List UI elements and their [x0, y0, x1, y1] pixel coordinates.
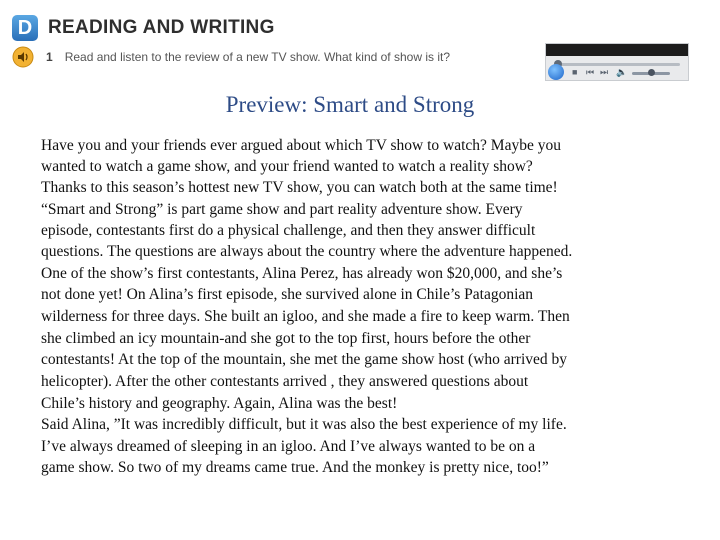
- article-line: I’ve always dreamed of sleeping in an igloo. And I’ve always wanted to be on a: [41, 438, 536, 455]
- article-title: Preview: Smart and Strong: [225, 92, 475, 117]
- article-line: “Smart and Strong” is part game show and part reality adventure show. Every: [41, 201, 523, 218]
- article-line: not done yet! On Alina’s first episode, she survived alone in Chile’s Patagonian: [41, 286, 534, 303]
- article-line: wanted to watch a game show, and your friend wanted to watch a reality show?: [41, 158, 533, 175]
- next-icon[interactable]: ⏭: [600, 67, 609, 77]
- article-line: game show. So two of my dreams came true. And the monkey is pretty nice, too!”: [41, 459, 549, 476]
- seek-bar[interactable]: [560, 63, 680, 66]
- player-title-bar: [546, 44, 688, 56]
- article-line: helicopter). After the other contestants arrived , they answered questions about: [41, 373, 529, 390]
- article-line: wilderness for three days. She built an igloo, and she made a fire to keep warm. Then: [41, 308, 570, 325]
- section-title: READING AND WRITING: [48, 17, 275, 38]
- article-line: Said Alina, ”It was incredibly difficult, but it was also the best experience of my life.: [41, 416, 567, 433]
- section-header: [12, 14, 275, 42]
- article-line: episode, contestants first do a physical challenge, and then they answer difficult: [41, 222, 536, 239]
- article-line: Have you and your friends ever argued about which TV show to watch? Maybe you: [41, 137, 561, 154]
- play-icon[interactable]: [548, 64, 564, 80]
- instruction-text: Read and listen to the review of a new TV show. What kind of show is it?: [64, 50, 450, 64]
- instruction-number: 1: [46, 50, 53, 64]
- volume-handle[interactable]: [648, 69, 655, 76]
- instruction-row: [12, 46, 450, 68]
- article-line: she climbed an icy mountain-and she got to the top first, hours before the other: [41, 330, 531, 347]
- article-line: One of the show’s first contestants, Alina Perez, has already won $20,000, and she’s: [41, 265, 563, 282]
- section-badge: D: [12, 15, 38, 41]
- article-line: Chile’s history and geography. Again, Alina was the best!: [41, 395, 398, 412]
- stop-icon[interactable]: ■: [572, 67, 578, 77]
- article-line: questions. The questions are always about the country where the adventure happened.: [41, 243, 573, 260]
- article-line: contestants! At the top of the mountain, she met the game show host (who arrived by: [41, 351, 568, 368]
- volume-icon[interactable]: 🔈: [616, 67, 628, 77]
- previous-icon[interactable]: ⏮: [586, 67, 595, 77]
- article-line: Thanks to this season’s hottest new TV show, you can watch both at the same time!: [41, 179, 558, 196]
- audio-speaker-icon[interactable]: [12, 46, 36, 68]
